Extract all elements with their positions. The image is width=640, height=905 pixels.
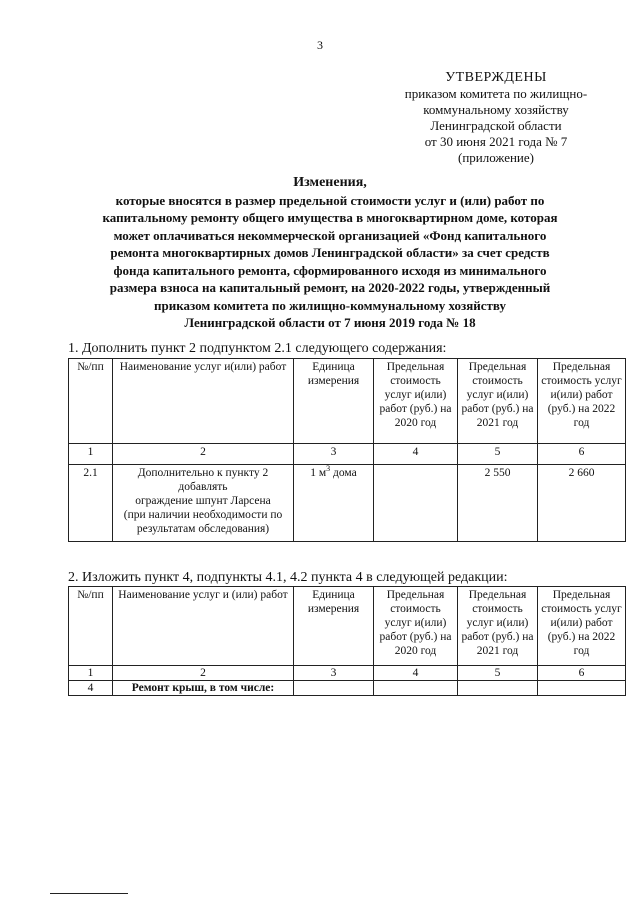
- header-cell: Предельная стоимость услуг и(или) работ (руб.) на 2021 год: [458, 587, 538, 666]
- unit-superscript: 3: [326, 464, 331, 474]
- header-cell: Предельная стоимость услуг и(или) работ (руб.) на 2021 год: [458, 359, 538, 444]
- column-number-row: [69, 444, 626, 465]
- header-cell: №/пп: [69, 587, 113, 666]
- title-line: Ленинградской области от 7 июня 2019 года № 18: [184, 315, 476, 330]
- section-2-title: 2. Изложить пункт 4, подпункты 4.1, 4.2 пункта 4 в следующей редакции:: [68, 570, 508, 585]
- approval-heading: УТВЕРЖДЕНЫ: [445, 70, 547, 85]
- approval-line: коммунальному хозяйству: [423, 102, 569, 117]
- price-2020: [374, 465, 458, 542]
- column-number-row: [69, 666, 626, 681]
- row-name: Ремонт крыш, в том числе:: [113, 681, 294, 696]
- title-line: фонда капитального ремонта, сформированного исходя из минимального: [113, 262, 547, 278]
- column-number: 1: [69, 444, 113, 465]
- header-cell: Предельная стоимость услуг и(или) работ (руб.) на 2020 год: [374, 587, 458, 666]
- row-name: [113, 465, 294, 542]
- header-cell: Единица измерения: [294, 359, 374, 444]
- header-cell: Предельная стоимость услуг и(или) работ (руб.) на 2022 год: [538, 359, 626, 444]
- title-line: которые вносятся в размер предельной стоимости услуг и (или) работ по: [115, 192, 545, 208]
- price-table-2: [68, 586, 626, 696]
- row-name-line: результатам обследования): [136, 523, 270, 535]
- title-line: ремонта многоквартирных домов Ленинградской области» за счет средств: [110, 245, 550, 260]
- approval-line: приказом комитета по жилищно-: [404, 86, 588, 101]
- unit-suffix: дома: [330, 467, 357, 479]
- header-cell: Наименование услуг и(или) работ: [113, 359, 294, 444]
- table-row: [69, 681, 626, 696]
- row-unit: [294, 681, 374, 696]
- price-2022: [538, 681, 626, 696]
- header-cell: Наименование услуг и (или) работ: [113, 587, 294, 666]
- approval-line: (приложение): [457, 150, 534, 165]
- header-cell: Единица измерения: [294, 587, 374, 666]
- approval-line: от 30 июня 2021 года № 7: [424, 134, 568, 149]
- approval-block: [380, 70, 612, 166]
- row-number: 2.1: [69, 465, 113, 542]
- column-number: 1: [69, 666, 113, 681]
- row-number: 4: [69, 681, 113, 696]
- table-header-row: [69, 587, 626, 666]
- document-title: [58, 174, 602, 332]
- column-number: 3: [294, 444, 374, 465]
- section-1-title: 1. Дополнить пункт 2 подпунктом 2.1 следующего содержания:: [68, 341, 447, 356]
- column-number: 3: [294, 666, 374, 681]
- row-name-line: Дополнительно к пункту 2: [137, 467, 269, 479]
- column-number: 6: [538, 444, 626, 465]
- column-number: 2: [113, 666, 294, 681]
- price-2020: [374, 681, 458, 696]
- approval-line: Ленинградской области: [430, 118, 562, 133]
- price-table-1: [68, 358, 626, 542]
- row-name-line: ограждение шпунт Ларсена: [135, 495, 271, 507]
- price-2022: 2 660: [538, 465, 626, 542]
- title-line: размера взноса на капитальный ремонт, на 2020-2022 годы, утвержденный: [109, 280, 551, 295]
- row-unit: [294, 465, 374, 542]
- row-name-line: (при наличии необходимости по: [123, 509, 283, 521]
- column-number: 4: [374, 666, 458, 681]
- page-number: 3: [317, 38, 323, 52]
- column-number: 5: [458, 666, 538, 681]
- footnote-separator: [50, 893, 128, 894]
- header-cell: Предельная стоимость услуг и(или) работ (руб.) на 2020 год: [374, 359, 458, 444]
- title-line: капитальному ремонту общего имущества в многоквартирном доме, которая: [102, 210, 558, 225]
- price-2021: [458, 681, 538, 696]
- header-cell: №/пп: [69, 359, 113, 444]
- column-number: 2: [113, 444, 294, 465]
- unit-prefix: 1 м: [310, 467, 327, 479]
- price-2021: 2 550: [458, 465, 538, 542]
- title-heading: Изменения,: [293, 175, 367, 190]
- title-line: может оплачиваться некоммерческой организацией «Фонд капитального: [113, 227, 547, 243]
- title-line: приказом комитета по жилищно-коммунальному хозяйству: [154, 297, 506, 313]
- column-number: 4: [374, 444, 458, 465]
- column-number: 6: [538, 666, 626, 681]
- column-number: 5: [458, 444, 538, 465]
- header-cell: Предельная стоимость услуг и(или) работ (руб.) на 2022 год: [538, 587, 626, 666]
- table-row: [69, 465, 626, 542]
- table-header-row: [69, 359, 626, 444]
- row-name-line: добавлять: [178, 481, 228, 493]
